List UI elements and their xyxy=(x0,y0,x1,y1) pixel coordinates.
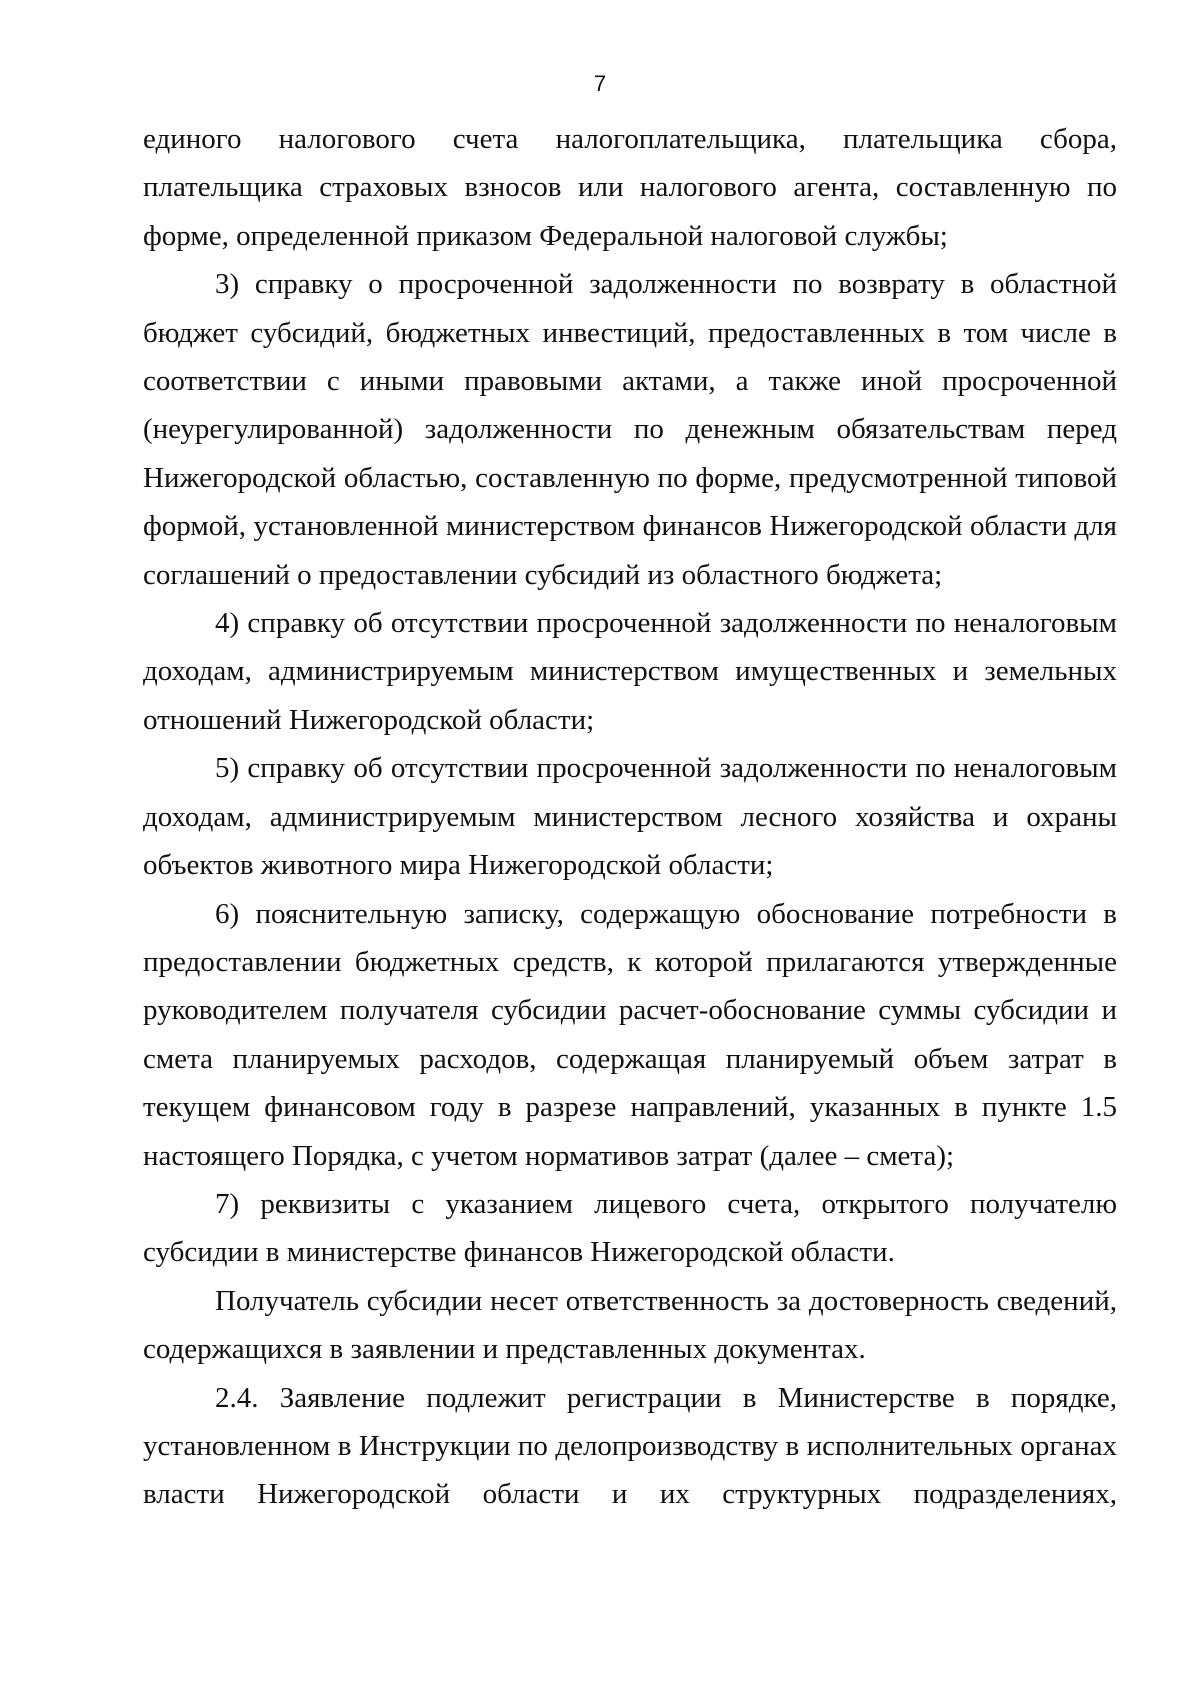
paragraph-responsibility: Получатель субсидии несет ответственность за достоверность сведений, содержащихся в заявлении и представленных документах. xyxy=(143,1284,1117,1366)
paragraph-item-6: 6) пояснительную записку, содержащую обоснование потребности в предоставлении бюджетных средств, к которой прилагаются утвержденные руководителем получателя субсидии расчет-обоснование суммы субсидии и смета планируемых расходов, содержащая планируемый объем затрат в текущем финансовом году в разрезе направлений, указанных в пункте 1.5 настоящего Порядка, с учетом нормативов затрат (далее – смета); xyxy=(143,897,1117,1172)
paragraph-item-5: 5) справку об отсутствии просроченной задолженности по неналоговым доходам, администрируемым министерством лесного хозяйства и охраны объектов животного мира Нижегородской области; xyxy=(143,752,1117,882)
paragraph-item-4: 4) справку об отсутствии просроченной задолженности по неналоговым доходам, администрируемым министерством имущественных и земельных отношений Нижегородской области; xyxy=(143,607,1117,736)
paragraph-2-4: 2.4. Заявление подлежит регистрации в Министерстве в порядке, установленном в Инструкции по делопроизводству в исполнительных органах власти Нижегородской области и их структурных подразделениях, xyxy=(143,1381,1117,1511)
paragraph-continuation: единого налогового счета налогоплательщика, плательщика сбора, плательщика страховых взносов или налогового агента, составленную по форме, определенной приказом Федеральной налоговой службы; xyxy=(143,123,1117,252)
paragraph-item-3: 3) справку о просроченной задолженности по возврату в областной бюджет субсидий, бюджетных инвестиций, предоставленных в том числе в соответствии с иными правовыми актами, а также иной просроченной (неурегулированной) задолженности по денежным обязательствам перед Нижегородской областью, составленную по форме, предусмотренной типовой формой, установленной министерством финансов Нижегородской области для соглашений о предоставлении субсидий из областного бюджета; xyxy=(143,268,1117,591)
paragraph-item-7: 7) реквизиты с указанием лицевого счета, открытого получателю субсидии в министерстве финансов Нижегородской области. xyxy=(143,1187,1117,1269)
document-body xyxy=(143,115,1117,1519)
page-number: 7 xyxy=(593,71,607,96)
